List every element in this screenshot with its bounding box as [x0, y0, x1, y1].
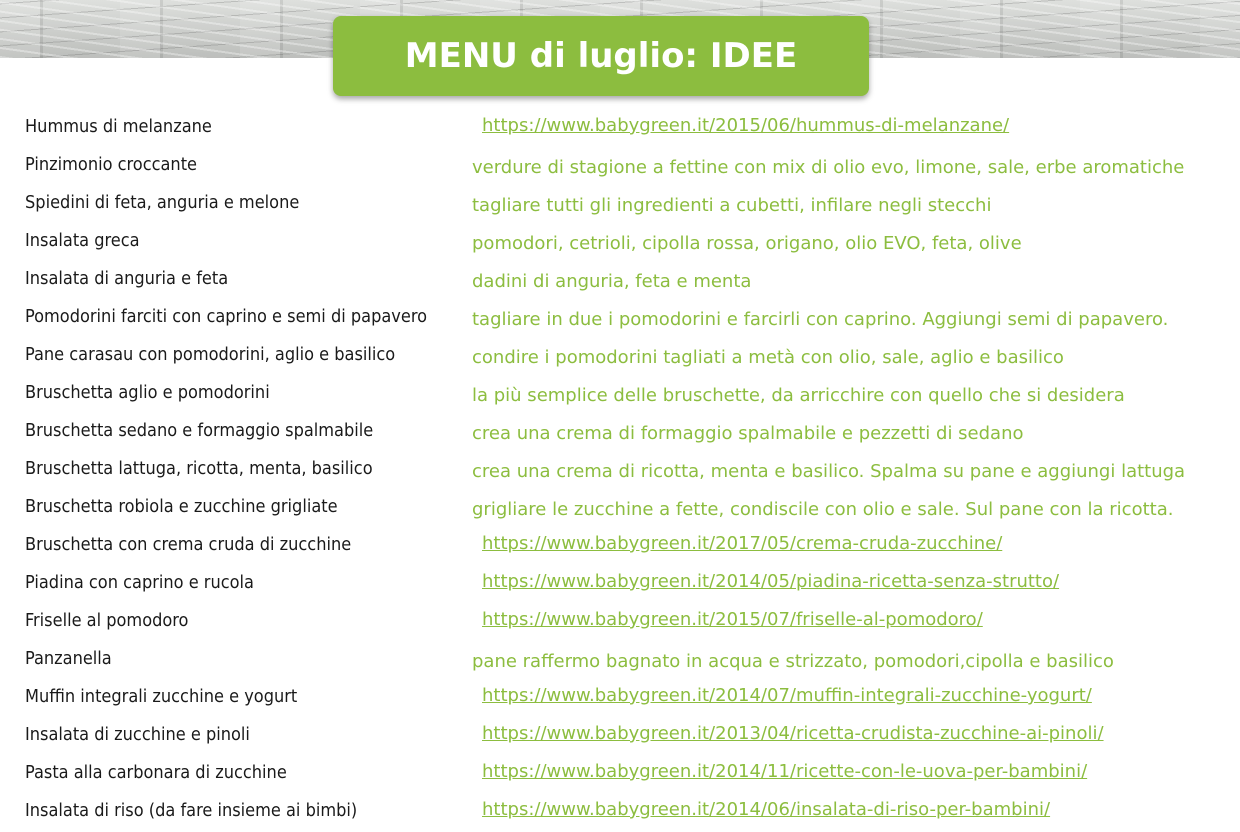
recipe-link[interactable]: https://www.babygreen.it/2015/06/hummus-di-melanzane/	[482, 115, 1010, 136]
dish-name: Pinzimonio croccante	[25, 154, 198, 175]
dish-name: Insalata di zucchine e pinoli	[25, 724, 250, 745]
recipe-link[interactable]: https://www.babygreen.it/2015/07/friselle-al-pomodoro/	[482, 609, 983, 630]
menu-item	[0, 336, 1240, 374]
dish-name: Bruschetta lattuga, ricotta, menta, basilico	[25, 458, 373, 479]
dish-name: Piadina con caprino e rucola	[25, 572, 254, 593]
dish-name: Pomodorini farciti con caprino e semi di papavero	[25, 306, 427, 327]
menu-item	[0, 754, 1240, 792]
recipe-link[interactable]: https://www.babygreen.it/2014/07/muffin-integrali-zucchine-yogurt/	[482, 685, 1092, 706]
dish-name: Friselle al pomodoro	[25, 610, 189, 631]
dish-description: condire i pomodorini tagliati a metà con olio, sale, aglio e basilico	[472, 347, 1064, 368]
dish-description: tagliare in due i pomodorini e farcirli con caprino. Aggiungi semi di papavero.	[472, 309, 1169, 330]
dish-description: la più semplice delle bruschette, da arricchire con quello che si desidera	[472, 385, 1125, 406]
dish-description: grigliare le zucchine a fette, condiscile con olio e sale. Sul pane con la ricotta.	[472, 499, 1174, 520]
dish-name: Panzanella	[25, 648, 112, 669]
menu-list	[0, 108, 1240, 830]
dish-description: tagliare tutti gli ingredienti a cubetti, infilare negli stecchi	[472, 195, 992, 216]
recipe-link[interactable]: https://www.babygreen.it/2014/05/piadina-ricetta-senza-strutto/	[482, 571, 1060, 592]
dish-name: Pane carasau con pomodorini, aglio e basilico	[25, 344, 396, 365]
dish-name: Bruschetta robiola e zucchine grigliate	[25, 496, 338, 517]
menu-item	[0, 298, 1240, 336]
menu-item	[0, 564, 1240, 602]
dish-description: crea una crema di formaggio spalmabile e pezzetti di sedano	[472, 423, 1024, 444]
dish-description: pomodori, cetrioli, cipolla rossa, origano, olio EVO, feta, olive	[472, 233, 1022, 254]
dish-name: Pasta alla carbonara di zucchine	[25, 762, 287, 783]
dish-description: crea una crema di ricotta, menta e basilico. Spalma su pane e aggiungi lattuga	[472, 461, 1186, 482]
recipe-link[interactable]: https://www.babygreen.it/2013/04/ricetta-crudista-zucchine-ai-pinoli/	[482, 723, 1104, 744]
dish-name: Muffin integrali zucchine e yogurt	[25, 686, 298, 707]
menu-item	[0, 792, 1240, 830]
menu-item	[0, 222, 1240, 260]
dish-name: Insalata di riso (da fare insieme ai bimbi)	[25, 800, 358, 821]
menu-item	[0, 146, 1240, 184]
dish-name: Bruschetta aglio e pomodorini	[25, 382, 270, 403]
dish-name: Insalata greca	[25, 230, 140, 251]
dish-description: pane raffermo bagnato in acqua e strizzato, pomodori,cipolla e basilico	[472, 651, 1114, 672]
recipe-link[interactable]: https://www.babygreen.it/2014/06/insalata-di-riso-per-bambini/	[482, 799, 1051, 820]
dish-description: dadini di anguria, feta e menta	[472, 271, 752, 292]
recipe-link[interactable]: https://www.babygreen.it/2014/11/ricette-con-le-uova-per-bambini/	[482, 761, 1088, 782]
dish-name: Bruschetta sedano e formaggio spalmabile	[25, 420, 374, 441]
dish-name: Insalata di anguria e feta	[25, 268, 229, 289]
dish-description: verdure di stagione a fettine con mix di olio evo, limone, sale, erbe aromatiche	[472, 157, 1185, 178]
dish-name: Spiedini di feta, anguria e melone	[25, 192, 300, 213]
menu-item	[0, 526, 1240, 564]
menu-item	[0, 450, 1240, 488]
menu-item	[0, 602, 1240, 640]
page-title: MENU di luglio: IDEE	[404, 36, 798, 76]
dish-name: Hummus di melanzane	[25, 116, 212, 137]
title-banner	[333, 16, 869, 96]
dish-name: Bruschetta con crema cruda di zucchine	[25, 534, 352, 555]
menu-item	[0, 678, 1240, 716]
menu-item	[0, 108, 1240, 146]
recipe-link[interactable]: https://www.babygreen.it/2017/05/crema-cruda-zucchine/	[482, 533, 1003, 554]
menu-item	[0, 716, 1240, 754]
menu-item	[0, 488, 1240, 526]
menu-item	[0, 374, 1240, 412]
menu-item	[0, 260, 1240, 298]
menu-item	[0, 184, 1240, 222]
menu-item	[0, 412, 1240, 450]
menu-item	[0, 640, 1240, 678]
